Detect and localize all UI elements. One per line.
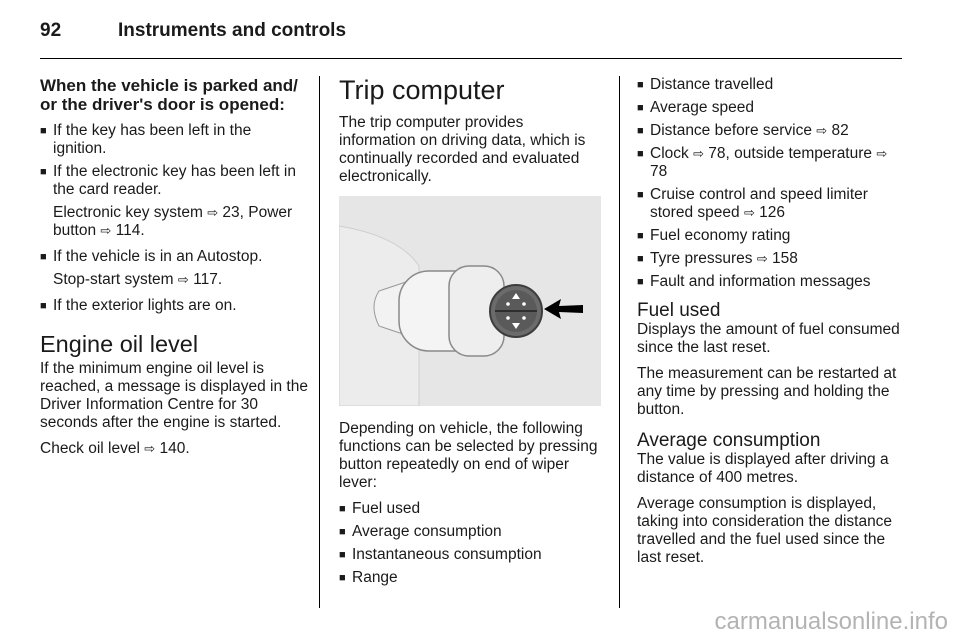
- reference-arrow-icon: ⇨: [816, 123, 828, 138]
- reference-arrow-icon: ⇨: [100, 223, 112, 238]
- reference-arrow-icon: ⇨: [144, 441, 156, 456]
- wiper-lever-figure: [339, 196, 601, 406]
- fuel-used-p1: Displays the amount of fuel consumed since the last reset.: [637, 321, 900, 356]
- list-item: ■ Tyre pressures ⇨ 158: [637, 250, 903, 268]
- list-item: ■ Instantaneous consumption: [339, 546, 603, 564]
- column-divider-1: [319, 76, 320, 608]
- average-consumption-heading: Average consumption: [637, 430, 821, 451]
- parked-list-end: [40, 297, 308, 315]
- wiper-lever-illustration: [339, 196, 601, 406]
- list-item: ■ Distance before service ⇨ 82: [637, 122, 903, 140]
- column-1: [40, 76, 308, 466]
- list-item: ■ Cruise control and speed limiter stored speed ⇨ 126: [637, 186, 903, 222]
- reference-arrow-icon: ⇨: [756, 251, 768, 266]
- page-header: [40, 20, 346, 42]
- list-item: ■ If the exterior lights are on.: [40, 297, 308, 315]
- reference-arrow-icon: ⇨: [207, 205, 219, 220]
- list-item: ■ Average consumption: [339, 523, 603, 541]
- page-number: 92: [40, 20, 62, 41]
- header-rule: [40, 58, 902, 59]
- average-consumption-p2: Average consumption is displayed, taking into consideration the distance travelled and the fuel used since the last reset.: [637, 495, 893, 566]
- column-divider-2: [619, 76, 620, 608]
- engine-oil-body: If the minimum engine oil level is reached, a message is displayed in the Driver Information Centre for 30 seconds after the engine is started.: [40, 360, 308, 431]
- page-title: Instruments and controls: [118, 20, 347, 41]
- function-select-text: Depending on vehicle, the following functions can be selected by pressing button repeatedly on end of wiper lever:: [339, 420, 598, 491]
- column-3: [637, 76, 903, 575]
- fuel-used-p2: The measurement can be restarted at any time by pressing and holding the button.: [637, 365, 897, 418]
- function-list: [339, 500, 603, 587]
- list-item: ■ Range: [339, 569, 603, 587]
- list-item: ■ Fuel economy rating: [637, 227, 903, 245]
- engine-oil-heading: Engine oil level: [40, 331, 199, 357]
- reference-arrow-icon: ⇨: [876, 146, 888, 161]
- list-item: ■ Clock ⇨ 78, outside temperature ⇨ 78: [637, 145, 903, 181]
- list-item: ■ If the vehicle is in an Autostop.: [40, 248, 308, 266]
- average-consumption-p1: The value is displayed after driving a distance of 400 metres.: [637, 451, 889, 486]
- watermark: carmanualsonline.info: [714, 608, 948, 635]
- parked-list-cont: [40, 248, 308, 266]
- function-list-cont: [637, 76, 903, 291]
- parked-subheading: When the vehicle is parked and/ or the driver's door is opened:: [40, 76, 298, 114]
- trip-computer-heading: Trip computer: [339, 75, 505, 105]
- reference-arrow-icon: ⇨: [743, 205, 755, 220]
- list-item: ■ Average speed: [637, 99, 903, 117]
- list-item: ■ If the electronic key has been left in the card reader.: [40, 163, 308, 199]
- reference-arrow-icon: ⇨: [177, 272, 189, 287]
- column-2: [339, 74, 603, 592]
- list-item: ■ Distance travelled: [637, 76, 903, 94]
- parked-list: [40, 122, 308, 199]
- stop-start-note: Stop-start system ⇨ 117.: [53, 271, 223, 288]
- check-oil-line: Check oil level ⇨ 140.: [40, 440, 190, 457]
- fuel-used-heading: Fuel used: [637, 300, 721, 321]
- list-item: ■ Fault and information messages: [637, 273, 903, 291]
- trip-intro: The trip computer provides information on driving data, which is continually recorded and evaluated electronically.: [339, 114, 586, 185]
- list-item: ■ Fuel used: [339, 500, 603, 518]
- electronic-key-note: Electronic key system ⇨ 23, Power button ⇨ 114.: [53, 204, 293, 239]
- reference-arrow-icon: ⇨: [693, 146, 704, 161]
- list-item: ■ If the key has been left in the ignition.: [40, 122, 308, 158]
